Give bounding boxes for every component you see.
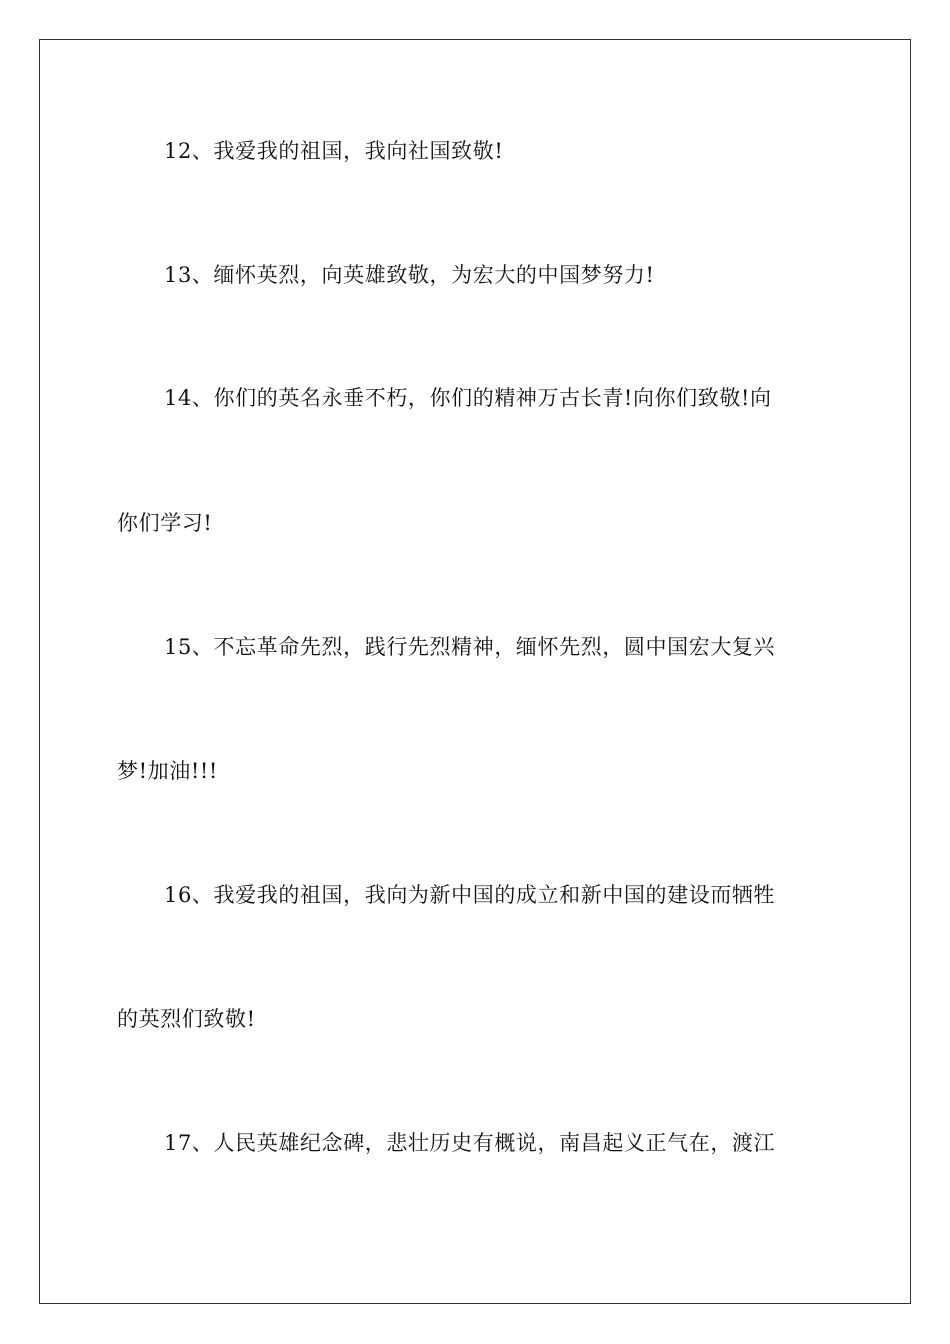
page-border [39, 39, 911, 1304]
paragraph-16-line-2: 的英烈们致敬! [117, 1007, 256, 1031]
paragraph-14-line-1: 14、你们的英名永垂不朽，你们的精神万古长青!向你们致敬!向 [164, 386, 772, 410]
paragraph-12: 12、我爱我的祖国，我向社国致敬! [164, 139, 504, 163]
paragraph-16-line-1: 16、我爱我的祖国，我向为新中国的成立和新中国的建设而牺牲 [164, 883, 776, 907]
paragraph-14-line-2: 你们学习! [117, 511, 213, 535]
paragraph-13: 13、缅怀英烈，向英雄致敬，为宏大的中国梦努力! [164, 263, 655, 287]
paragraph-15-line-1: 15、不忘革命先烈，践行先烈精神，缅怀先烈，圆中国宏大复兴 [164, 635, 776, 659]
paragraph-15-line-2: 梦!加油!!! [117, 759, 218, 783]
paragraph-17-line-1: 17、人民英雄纪念碑，悲壮历史有概说，南昌起义正气在，渡江 [164, 1131, 776, 1155]
